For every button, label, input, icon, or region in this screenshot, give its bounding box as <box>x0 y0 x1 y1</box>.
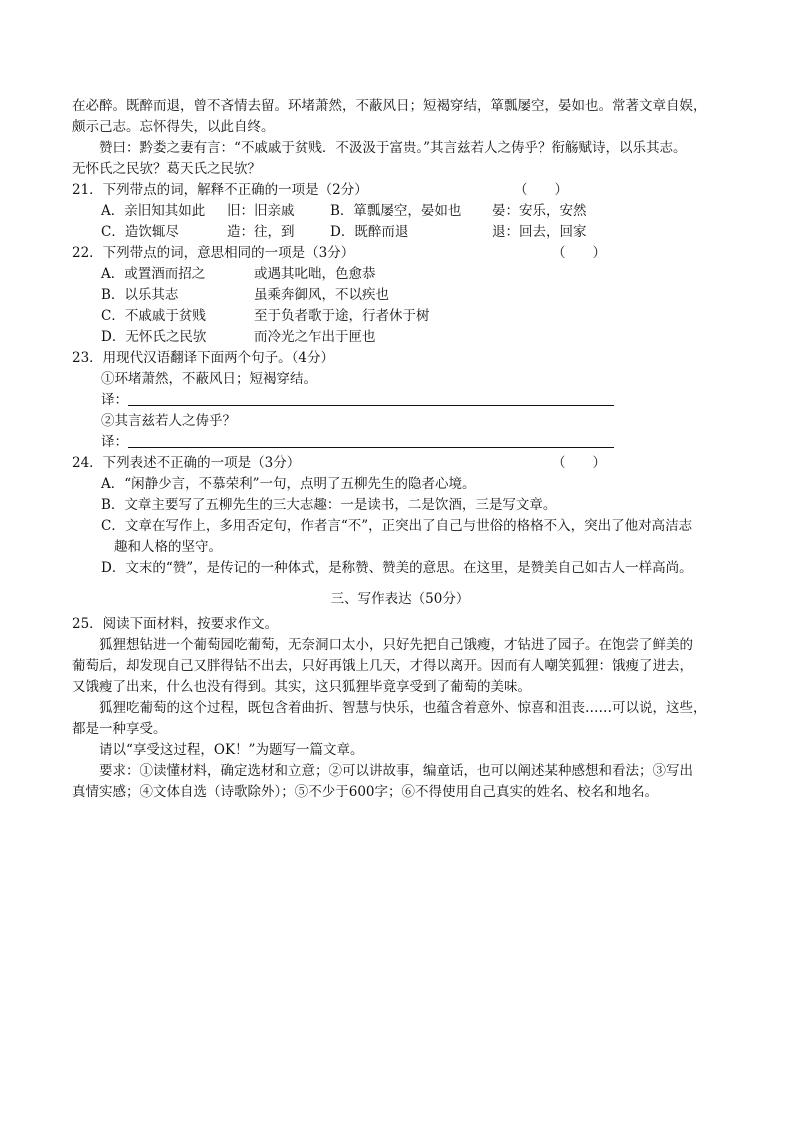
question-25-stem: 25．阅读下面材料，按要求作文。 <box>72 616 279 632</box>
passage-line: 赞曰：黔娄之妻有言：“不戚戚于贫贱．不汲汲于富贵。”其言兹若人之俦乎？衔觞赋诗，以乐其志。 <box>99 140 687 156</box>
translate-sentence-1: ①环堵萧然，不蔽风日；短褐穿结。 <box>101 371 317 387</box>
question-22-option-row <box>72 264 728 285</box>
question-21-option-row <box>72 201 728 222</box>
passage-line: 颇示己志。忘怀得失，以此自终。 <box>72 119 275 135</box>
question-22-option-row <box>72 285 728 306</box>
answer-blank[interactable] <box>128 433 614 448</box>
option-a: A．亲旧知其如此 <box>101 203 206 219</box>
material-line: 又饿瘦了出来，什么也没有得到。其实，这只狐狸毕竟享受到了葡萄的美味。 <box>72 679 531 695</box>
option-d: D．文末的“赞”，是传记的一种体式，是称赞、赞美的意思。在这里，是赞美自己如古人一样高尚。 <box>101 560 693 576</box>
option-d-gloss: 退：回去，回家 <box>492 224 587 240</box>
option-c: C．文章在写作上，多用否定句，作者言“不”，正突出了自己与世俗的格格不入，突出了他对高洁志 <box>101 518 693 534</box>
option-c-compare: 至于负者歌于途，行者休于树 <box>254 308 430 324</box>
translation-line-1 <box>72 390 728 411</box>
option-c: C．造饮辄尽 <box>101 224 179 240</box>
question-22-option-row <box>72 327 728 348</box>
question-text: 21．下列带点的词，解释不正确的一项是（2分） <box>72 182 368 198</box>
answer-bracket: （ ） <box>552 245 606 261</box>
option-b: B．以乐其志 <box>101 287 179 303</box>
question-22-option-row <box>72 306 728 327</box>
option-b: B．箪瓢屡空，晏如也 <box>330 203 462 219</box>
requirements-line: 真情实感；④文体自选（诗歌除外）；⑤不少于600字；⑥不得使用自己真实的姓名、校名和地名。 <box>72 784 659 800</box>
option-d-compare: 而冷光之乍出于匣也 <box>254 329 376 345</box>
option-a: A．或置酒而招之 <box>101 266 206 282</box>
option-c-continued: 趣和人格的坚守。 <box>114 539 222 555</box>
translate-sentence-2: ②其言兹若人之俦乎？ <box>101 413 236 429</box>
material-line: 都是一种享受。 <box>72 721 167 737</box>
option-c: C．不戚戚于贫贱 <box>101 308 206 324</box>
option-b-compare: 虽乘奔御风，不以疾也 <box>254 287 389 303</box>
option-b-gloss: 晏：安乐，安然 <box>492 203 587 219</box>
translation-line-2 <box>72 432 728 453</box>
essay-title-instruction: 请以“享受这过程，OK！”为题写一篇文章。 <box>99 742 364 758</box>
translation-label: 译： <box>101 434 128 450</box>
question-text: 24．下列表述不正确的一项是（3分） <box>72 455 301 471</box>
section-title: 三、写作表达（50分） <box>330 591 470 607</box>
passage-line: 无怀氏之民欤？葛天氏之民欤？ <box>72 161 261 177</box>
option-d: D．无怀氏之民欤 <box>101 329 207 345</box>
answer-bracket: （ ） <box>552 455 606 471</box>
option-a-gloss: 旧：旧亲戚 <box>227 203 295 219</box>
option-b: B．文章主要写了五柳先生的三大志趣：一是读书，二是饮酒，三是写文章。 <box>101 497 557 513</box>
question-text: 22．下列带点的词，意思相同的一项是（3分） <box>72 245 355 261</box>
question-22-stem <box>72 243 728 264</box>
material-line: 狐狸吃葡萄的这个过程，既包含着曲折、智慧与快乐，也蕴含着意外、惊喜和沮丧……可以说，这些， <box>99 700 707 716</box>
answer-bracket: （ ） <box>514 182 568 198</box>
requirements-line: 要求：①读懂材料，确定选材和立意；②可以讲故事，编童话，也可以阐述某种感想和看法；③写出 <box>99 763 693 779</box>
translation-label: 译： <box>101 392 128 408</box>
question-24-stem <box>72 453 728 474</box>
question-21-stem <box>72 180 728 201</box>
option-c-gloss: 造：往，到 <box>227 224 295 240</box>
question-21-option-row <box>72 222 728 243</box>
question-23-stem: 23．用现代汉语翻译下面两个句子。（4分） <box>72 350 335 366</box>
material-line: 狐狸想钻进一个葡萄园吃葡萄，无奈洞口太小，只好先把自己饿瘦，才钻进了园子。在饱尝了鲜美的 <box>99 637 693 653</box>
option-d: D．既醉而退 <box>330 224 409 240</box>
document-page <box>72 96 728 803</box>
material-line: 葡萄后，却发现自己又胖得钻不出去，只好再饿上几天，才得以离开。因而有人嘲笑狐狸：饿瘦了进去， <box>72 658 693 674</box>
passage-line: 在必醉。既醉而退，曾不吝情去留。环堵萧然，不蔽风日；短褐穿结，箪瓢屡空，晏如也。常著文章自娱， <box>72 98 707 114</box>
option-a-compare: 或遇其叱咄，色愈恭 <box>254 266 376 282</box>
option-a: A．“闲静少言，不慕荣利”一句，点明了五柳先生的隐者心境。 <box>101 476 476 492</box>
answer-blank[interactable] <box>128 391 614 406</box>
